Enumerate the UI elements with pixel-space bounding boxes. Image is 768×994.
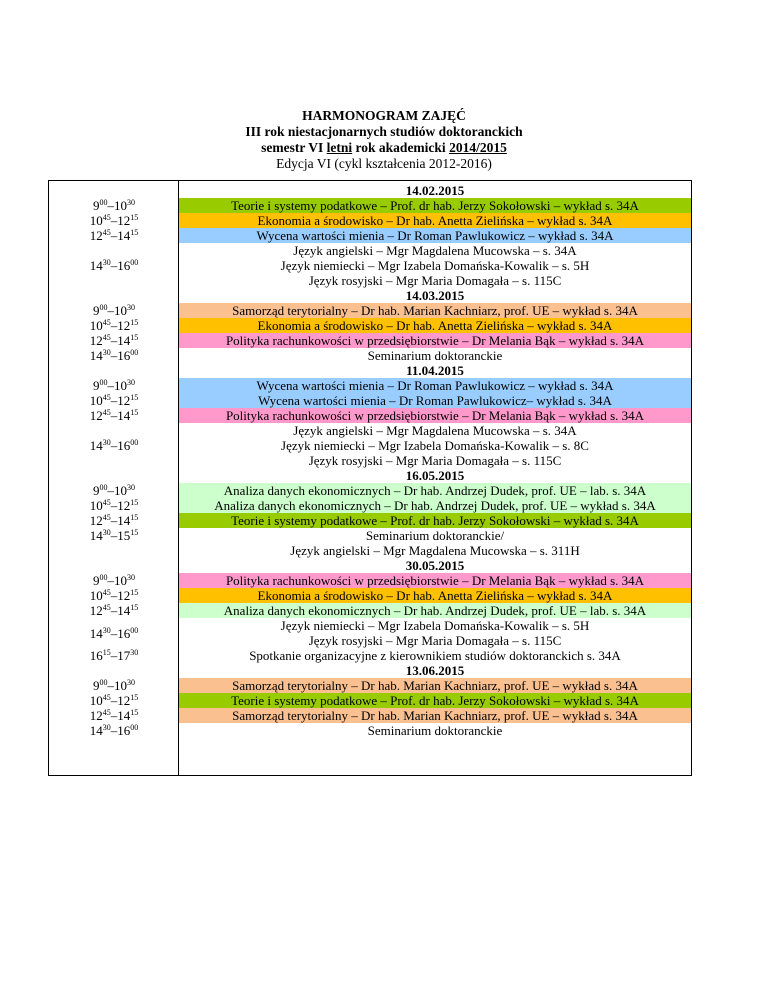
time-slot: $9^{00}-10^{30}$	[93, 303, 135, 318]
schedule-entry: Wycena wartości mienia – Dr Roman Pawlukowicz – wykład s. 34A	[179, 378, 691, 393]
time-hour: 10	[114, 678, 127, 693]
time-hour: 12	[117, 498, 131, 513]
schedule-table	[48, 180, 692, 776]
time-minutes: 45	[102, 498, 111, 507]
time-hour: 9	[93, 378, 100, 393]
time-minutes: 00	[99, 678, 108, 687]
time-hour: 12	[89, 228, 103, 243]
time-hour: 9	[93, 678, 100, 693]
schedule-entry: Wycena wartości mienia – Dr Roman Pawlukowicz – wykład s. 34A	[179, 228, 691, 243]
time-minutes: 00	[99, 198, 108, 207]
time-hour: 10	[89, 498, 103, 513]
time-hour: 10	[89, 588, 103, 603]
time-minutes: 30	[102, 528, 111, 537]
time-hour: 12	[117, 213, 131, 228]
time-minutes: 30	[127, 198, 135, 207]
time-slot: $14^{30}-16^{00}$	[89, 258, 139, 273]
time-minutes: 45	[102, 603, 111, 612]
schedule-entry: Język angielski – Mgr Magdalena Mucowska – s. 34A	[293, 423, 577, 438]
schedule-entry: Polityka rachunkowości w przedsiębiorstwie – Dr Melania Bąk – wykład s. 34A	[179, 408, 691, 423]
time-hour: 12	[89, 408, 103, 423]
time-hour: 16	[117, 258, 131, 273]
schedule-entry: Samorząd terytorialny – Dr hab. Marian Kachniarz, prof. UE – wykład s. 34A	[179, 678, 691, 693]
time-hour: 16	[89, 648, 103, 663]
time-slot: $9^{00}-10^{30}$	[93, 198, 135, 213]
time-column	[49, 181, 179, 775]
time-hour: 14	[117, 333, 131, 348]
time-hour: 9	[93, 198, 100, 213]
time-hour: 12	[89, 333, 103, 348]
time-minutes: 15	[130, 408, 139, 417]
schedule-entry: Analiza danych ekonomicznych – Dr hab. Andrzej Dudek, prof. UE – lab. s. 34A	[179, 483, 691, 498]
time-minutes: 15	[130, 603, 139, 612]
time-minutes: 30	[102, 723, 111, 732]
time-hour: 16	[117, 348, 131, 363]
time-hour: 16	[117, 438, 131, 453]
schedule-entry: Samorząd terytorialny – Dr hab. Marian Kachniarz, prof. UE – wykład s. 34A	[179, 708, 691, 723]
time-minutes: 30	[130, 648, 139, 657]
time-hour: 14	[117, 708, 131, 723]
time-minutes: 45	[102, 333, 111, 342]
schedule-entry: Wycena wartości mienia – Dr Roman Pawlukowicz– wykład s. 34A	[179, 393, 691, 408]
time-minutes: 45	[102, 693, 111, 702]
semester-term: letni	[326, 140, 353, 155]
schedule-entry: Teorie i systemy podatkowe – Prof. dr hab. Jerzy Sokołowski – wykład s. 34A	[179, 198, 691, 213]
time-minutes: 15	[130, 228, 139, 237]
date-heading: 14.03.2015	[405, 288, 465, 303]
document-title: HARMONOGRAM ZAJĘĆ	[302, 108, 466, 123]
time-minutes: 30	[127, 483, 135, 492]
academic-year: 2014/2015	[449, 140, 507, 155]
time-slot: $12^{45}-14^{15}$	[89, 513, 139, 528]
time-hour: 14	[89, 258, 103, 273]
time-slot: $12^{45}-14^{15}$	[89, 228, 139, 243]
time-hour: 10	[114, 198, 127, 213]
time-minutes: 30	[102, 625, 111, 635]
time-hour: 10	[114, 573, 127, 588]
date-heading: 13.06.2015	[405, 663, 465, 678]
schedule-entry: Język rosyjski – Mgr Maria Domagała – s. 115C	[308, 633, 562, 648]
time-minutes: 00	[99, 483, 108, 492]
time-slot: $10^{45}-12^{15}$	[89, 318, 139, 333]
time-minutes: 30	[127, 573, 135, 582]
time-hour: 12	[89, 513, 103, 528]
schedule-entry: Teorie i systemy podatkowe – Prof. dr hab. Jerzy Sokołowski – wykład s. 34A	[179, 513, 691, 528]
time-hour: 9	[93, 573, 100, 588]
schedule-entry: Analiza danych ekonomicznych – Dr hab. Andrzej Dudek, prof. UE – wykład s. 34A	[179, 498, 691, 513]
time-hour: 14	[117, 408, 131, 423]
schedule-entry: Polityka rachunkowości w przedsiębiorstwie – Dr Melania Bąk – wykład s. 34A	[179, 333, 691, 348]
time-hour: 15	[117, 528, 131, 543]
date-heading: 16.05.2015	[405, 468, 465, 483]
time-hour: 12	[117, 693, 131, 708]
time-hour: 14	[89, 723, 103, 738]
time-hour: 12	[117, 588, 131, 603]
time-hour: 16	[117, 723, 131, 738]
time-hour: 14	[117, 513, 131, 528]
schedule-entry: Język rosyjski – Mgr Maria Domagała – s. 115C	[308, 453, 562, 468]
time-hour: 14	[89, 348, 103, 363]
schedule-entry: Ekonomia a środowisko – Dr hab. Anetta Zielińska – wykład s. 34A	[179, 318, 691, 333]
time-slot: $14^{30}-16^{00}$	[89, 625, 139, 641]
time-minutes: 15	[130, 693, 139, 702]
schedule-entry: Seminarium doktoranckie/	[365, 528, 505, 543]
time-minutes: 30	[127, 303, 135, 312]
schedule-entry: Polityka rachunkowości w przedsiębiorstwie – Dr Melania Bąk – wykład s. 34A	[179, 573, 691, 588]
time-slot: $12^{45}-14^{15}$	[89, 603, 139, 618]
time-hour: 10	[114, 483, 127, 498]
time-minutes: 00	[130, 438, 139, 447]
time-minutes: 00	[99, 378, 108, 387]
schedule-entry: Język niemiecki – Mgr Izabela Domańska-Kowalik – s. 8C	[281, 438, 589, 453]
time-minutes: 15	[130, 528, 139, 537]
time-hour: 14	[117, 228, 131, 243]
time-hour: 10	[89, 213, 103, 228]
time-minutes: 15	[130, 513, 139, 522]
document-header	[0, 108, 768, 172]
time-minutes: 15	[130, 588, 139, 597]
time-hour: 10	[89, 318, 103, 333]
time-minutes: 00	[130, 625, 139, 635]
time-hour: 14	[89, 438, 103, 453]
time-hour: 12	[89, 708, 103, 723]
time-slot: $12^{45}-14^{15}$	[89, 708, 139, 723]
time-hour: 12	[89, 603, 103, 618]
schedule-entry: Język angielski – Mgr Magdalena Mucowska – s. 34A	[293, 243, 577, 258]
time-minutes: 30	[102, 348, 111, 357]
time-minutes: 45	[102, 213, 111, 222]
semester-mid: rok akademicki	[352, 140, 450, 155]
date-heading: 11.04.2015	[406, 363, 464, 378]
time-minutes: 45	[102, 588, 111, 597]
schedule-entry: Język angielski – Mgr Magdalena Mucowska – s. 311H	[290, 543, 580, 558]
time-hour: 9	[93, 303, 100, 318]
time-hour: 14	[117, 603, 131, 618]
schedule-entry: Język rosyjski – Mgr Maria Domagała – s. 115C	[308, 273, 562, 288]
time-minutes: 15	[130, 498, 139, 507]
time-minutes: 00	[99, 573, 108, 582]
time-slot: $9^{00}-10^{30}$	[93, 678, 135, 693]
time-slot: $9^{00}-10^{30}$	[93, 378, 135, 393]
semester-prefix: semestr VI	[261, 140, 327, 155]
time-slot: $14^{30}-15^{15}$	[89, 528, 139, 543]
time-minutes: 45	[102, 513, 111, 522]
time-minutes: 45	[102, 393, 111, 402]
time-minutes: 00	[130, 258, 139, 267]
time-slot: $14^{30}-16^{00}$	[89, 348, 139, 363]
schedule-entry: Ekonomia a środowisko – Dr hab. Anetta Zielińska – wykład s. 34A	[179, 213, 691, 228]
time-hour: 14	[89, 528, 103, 543]
time-minutes: 00	[130, 348, 139, 357]
semester-line	[0, 140, 768, 156]
time-hour: 12	[117, 393, 131, 408]
time-slot: $9^{00}-10^{30}$	[93, 573, 135, 588]
time-minutes: 45	[102, 228, 111, 237]
schedule-entry: Seminarium doktoranckie	[367, 348, 503, 363]
schedule-entry: Seminarium doktoranckie	[367, 723, 503, 738]
schedule-entry: Samorząd terytorialny – Dr hab. Marian Kachniarz, prof. UE – wykład s. 34A	[179, 303, 691, 318]
time-minutes: 45	[102, 318, 111, 327]
time-minutes: 30	[102, 258, 111, 267]
schedule-entry: Teorie i systemy podatkowe – Prof. dr hab. Jerzy Sokołowski – wykład s. 34A	[179, 693, 691, 708]
schedule-entry: Język niemiecki – Mgr Izabela Domańska-Kowalik – s. 5H	[280, 258, 590, 273]
time-slot: $10^{45}-12^{15}$	[89, 498, 139, 513]
time-slot: $12^{45}-14^{15}$	[89, 408, 139, 423]
time-hour: 9	[93, 483, 100, 498]
time-minutes: 15	[130, 708, 139, 717]
time-minutes: 30	[127, 678, 135, 687]
program-line: III rok niestacjonarnych studiów doktoranckich	[245, 124, 523, 139]
time-slot: $16^{15}-17^{30}$	[89, 648, 139, 663]
time-hour: 10	[89, 693, 103, 708]
edition-line: Edycja VI (cykl kształcenia 2012-2016)	[276, 156, 492, 171]
time-minutes: 15	[130, 318, 139, 327]
time-hour: 10	[89, 393, 103, 408]
time-hour: 10	[114, 303, 127, 318]
time-slot: $10^{45}-12^{15}$	[89, 693, 139, 708]
time-hour: 16	[117, 625, 131, 641]
schedule-entry: Ekonomia a środowisko – Dr hab. Anetta Zielińska – wykład s. 34A	[179, 588, 691, 603]
time-minutes: 45	[102, 708, 111, 717]
time-minutes: 45	[102, 408, 111, 417]
time-minutes: 15	[130, 213, 139, 222]
date-heading: 14.02.2015	[405, 183, 465, 198]
time-slot: $10^{45}-12^{15}$	[89, 213, 139, 228]
time-slot: $14^{30}-16^{00}$	[89, 438, 139, 453]
time-minutes: 15	[130, 393, 139, 402]
time-minutes: 30	[102, 438, 111, 447]
time-minutes: 00	[99, 303, 108, 312]
time-hour: 10	[114, 378, 127, 393]
time-slot: $10^{45}-12^{15}$	[89, 393, 139, 408]
time-slot: $12^{45}-14^{15}$	[89, 333, 139, 348]
time-slot: $10^{45}-12^{15}$	[89, 588, 139, 603]
time-minutes: 15	[102, 648, 111, 657]
time-slot: $14^{30}-16^{00}$	[89, 723, 139, 738]
time-slot: $9^{00}-10^{30}$	[93, 483, 135, 498]
date-heading: 30.05.2015	[405, 558, 465, 573]
time-minutes: 30	[127, 378, 135, 387]
content-column	[179, 181, 691, 775]
time-hour: 14	[89, 625, 103, 641]
schedule-entry: Spotkanie organizacyjne z kierownikiem studiów doktoranckich s. 34A	[249, 648, 621, 663]
schedule-entry: Analiza danych ekonomicznych – Dr hab. Andrzej Dudek, prof. UE – lab. s. 34A	[179, 603, 691, 618]
schedule-entry: Język niemiecki – Mgr Izabela Domańska-Kowalik – s. 5H	[280, 618, 590, 633]
time-hour: 12	[117, 318, 131, 333]
time-minutes: 00	[130, 723, 139, 732]
time-minutes: 15	[130, 333, 139, 342]
time-hour: 17	[117, 648, 131, 663]
